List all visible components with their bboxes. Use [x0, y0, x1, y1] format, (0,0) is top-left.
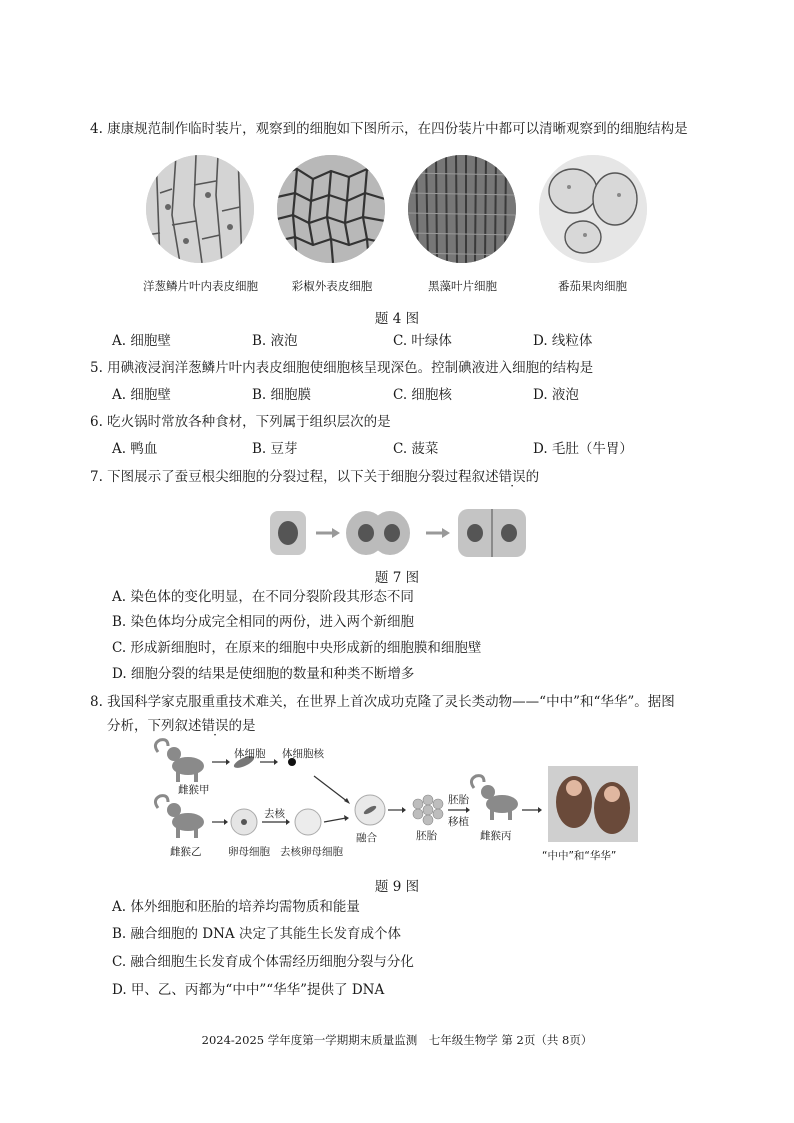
- label-monkey-c: 雌猴丙: [480, 830, 512, 842]
- onion-cell-micrograph: [146, 155, 254, 263]
- q8-stem-line1: 8. 我国科学家克服重重技术难关，在世界上首次成功克隆了灵长类动物——“中中”和“华华”。据图: [90, 694, 675, 710]
- q8-option-c[interactable]: C. 融合细胞生长发育成个体需经历细胞分裂与分化: [112, 954, 414, 970]
- q7-stem-pre: 7. 下图展示了蚕豆根尖细胞的分裂过程，以下关于细胞分裂过程叙述: [90, 469, 499, 485]
- caption-tomato: 番茄果肉细胞: [558, 279, 627, 293]
- label-body-cell: 体细胞: [234, 748, 266, 760]
- q5-option-b[interactable]: B. 细胞膜: [252, 387, 312, 403]
- cloning-diagram: [150, 738, 642, 868]
- caption-pepper: 彩椒外表皮细胞: [291, 279, 373, 293]
- label-result: “中中”和“华华”: [542, 850, 617, 862]
- q8-stem-line2: [107, 717, 256, 735]
- figure-caption-q4: 题 4 图: [374, 311, 420, 327]
- monkey-c-icon: [471, 776, 518, 820]
- pepper-cell-micrograph: [277, 155, 385, 263]
- label-body-nucleus: 体细胞核: [282, 748, 324, 760]
- q6-stem: 6. 吃火锅时常放各种食材，下列属于组织层次的是: [90, 414, 391, 430]
- caption-onion: 洋葱鳞片叶内表皮细胞: [143, 279, 258, 293]
- q4-option-a[interactable]: A. 细胞壁: [112, 333, 171, 349]
- caption-elodea: 黑藻叶片细胞: [428, 279, 497, 293]
- q6-option-b[interactable]: B. 豆芽: [252, 441, 298, 457]
- q8-stem-emphasis: 错误: [201, 718, 229, 734]
- q8-option-a[interactable]: A. 体外细胞和胚胎的培养均需物质和能量: [112, 899, 360, 915]
- q5-option-a[interactable]: A. 细胞壁: [112, 387, 171, 403]
- label-enucleate: 去核: [264, 808, 285, 820]
- label-enucleated-egg: 去核卵母细胞: [280, 846, 343, 858]
- label-transfer-2: 移植: [448, 816, 469, 828]
- q6-option-d[interactable]: D. 毛肚（牛胃）: [533, 441, 633, 457]
- q5-stem: 5. 用碘液浸润洋葱鳞片叶内表皮细胞使细胞核呈现深色。控制碘液进入细胞的结构是: [90, 360, 594, 376]
- q7-option-a[interactable]: A. 染色体的变化明显，在不同分裂阶段其形态不同: [112, 589, 414, 605]
- label-transfer-1: 胚胎: [448, 794, 469, 806]
- label-monkey-b: 雌猴乙: [170, 846, 202, 858]
- figure-caption-q7: 题 7 图: [374, 570, 420, 586]
- label-egg-cell: 卵母细胞: [228, 846, 270, 858]
- q7-stem-emphasis: 错误: [498, 469, 526, 485]
- q7-option-d[interactable]: D. 细胞分裂的结果是使细胞的数量和种类不断增多: [112, 666, 415, 682]
- cell-division-figure: [268, 505, 530, 561]
- q8-stem-pre: 分析，下列叙述: [107, 718, 202, 734]
- q8-option-b[interactable]: B. 融合细胞的 DNA 决定了其能生长发育成个体: [112, 926, 401, 942]
- q5-option-d[interactable]: D. 液泡: [533, 387, 579, 403]
- q4-option-b[interactable]: B. 液泡: [252, 333, 298, 349]
- q4-option-c[interactable]: C. 叶绿体: [393, 333, 452, 349]
- q7-stem: [90, 468, 539, 486]
- q7-option-c[interactable]: C. 形成新细胞时，在原来的细胞中央形成新的细胞膜和细胞壁: [112, 640, 482, 656]
- figure-caption-q8: 题 9 图: [374, 879, 420, 895]
- label-fusion: 融合: [356, 832, 377, 844]
- q5-option-c[interactable]: C. 细胞核: [393, 387, 452, 403]
- q8-option-d[interactable]: D. 甲、乙、丙都为“中中”“华华”提供了 DNA: [112, 982, 385, 998]
- q8-stem-post: 的是: [228, 718, 256, 734]
- label-embryo: 胚胎: [416, 830, 437, 842]
- q4-stem: 4. 康康规范制作临时装片，观察到的细胞如下图所示，在四份装片中都可以清晰观察到的细胞结构是: [90, 121, 688, 137]
- tomato-cell-micrograph: [539, 155, 647, 263]
- q7-option-b[interactable]: B. 染色体均分成完全相同的两份，进入两个新细胞: [112, 614, 415, 630]
- label-monkey-a: 雌猴甲: [178, 784, 210, 796]
- q7-stem-post: 的: [525, 469, 540, 485]
- monkey-b-icon: [155, 796, 204, 838]
- q4-option-d[interactable]: D. 线粒体: [533, 333, 593, 349]
- q6-option-a[interactable]: A. 鸭血: [112, 441, 158, 457]
- monkey-a-icon: [155, 740, 204, 782]
- elodea-cell-micrograph: [408, 155, 516, 263]
- q6-option-c[interactable]: C. 菠菜: [393, 441, 439, 457]
- page-footer: 2024-2025 学年度第一学期期末质量监测 七年级生物学 第 2页（共 8页）: [201, 1033, 593, 1047]
